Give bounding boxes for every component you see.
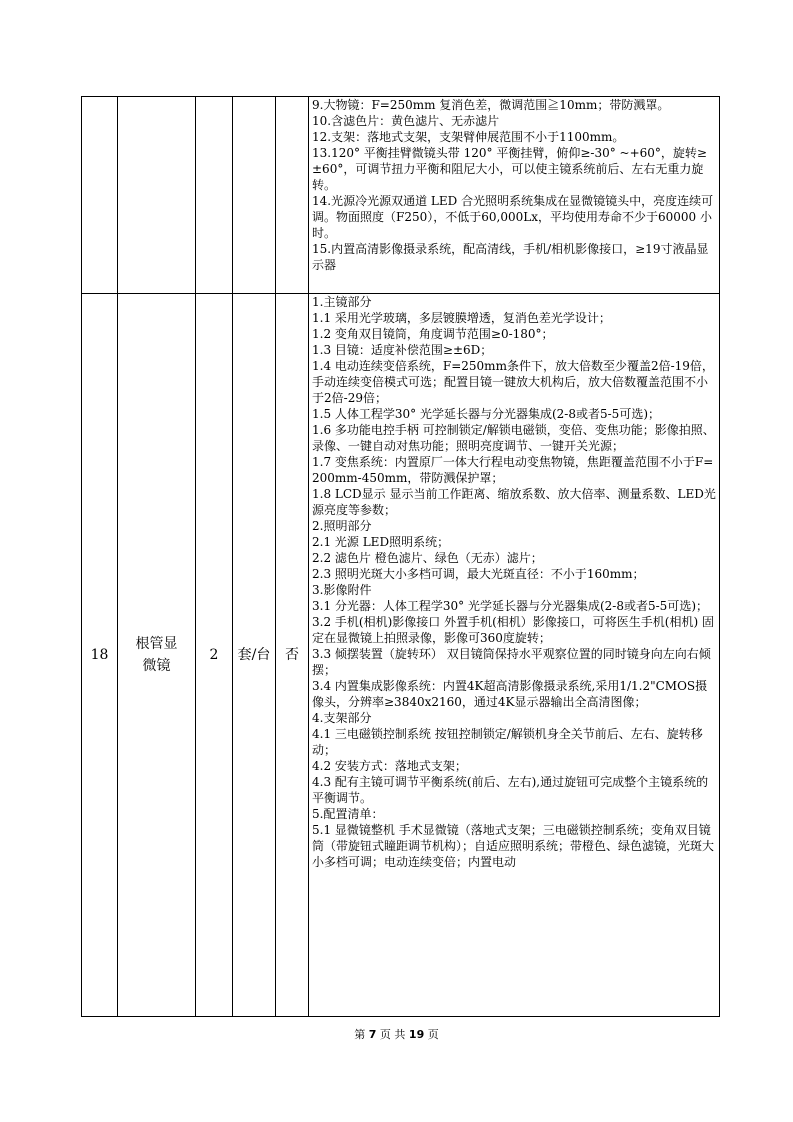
item-number-cell [82, 97, 118, 294]
item-name-cell [118, 97, 196, 294]
spec-cell [309, 294, 720, 1017]
item-name-cell: 根管显微镜 [118, 294, 196, 1017]
imported-cell [276, 97, 309, 294]
current-page-number: 7 [368, 1028, 377, 1041]
spec-line: 4.2 安装方式：落地式支架； [312, 759, 467, 773]
spec-cell [309, 97, 720, 294]
spec-line: 10.含滤色片：黄色滤片、无赤滤片 [312, 114, 500, 128]
spec-line: 1.2 变角双目镜筒，角度调节范围≥0-180°； [312, 327, 554, 341]
unit-cell [233, 97, 276, 294]
spec-line: 1.5 人体工程学30° 光学延长器与分光器集成(2-8或者5-5可选)； [312, 407, 660, 421]
spec-line: 1.主镜部分 [312, 295, 372, 309]
spec-line: 4.3 配有主镜可调节平衡系统(前后、左右),通过旋钮可完成整个主镜系统的平衡调节。 [312, 775, 709, 805]
spec-line: 2.1 光源 LED照明系统； [312, 535, 450, 549]
spec-line: 1.4 电动连续变倍系统，F=250mm条件下，放大倍数至少覆盖2倍-19倍，手动连续变倍模式可选；配置目镜一键放大机构后，放大倍数覆盖范围不小于2倍-29倍； [312, 359, 714, 405]
spec-line: 3.4 内置集成影像系统：内置4K超高清影像摄录系统,采用1/1.2"CMOS摄像头，分辨率≥3840x2160，通过4K显示器输出全高清图像； [312, 679, 708, 709]
imported-cell: 否 [276, 294, 309, 1017]
spec-line: 1.8 LCD显示 显示当前工作距离、缩放系数、放大倍率、测量系数、LED光源亮度等参数； [312, 487, 716, 517]
spec-line: 12.支架：落地式支架，支架臂伸展范围不小于1100mm。 [312, 130, 625, 144]
spec-line: 1.7 变焦系统：内置原厂一体大行程电动变焦物镜，焦距覆盖范围不小于F=200mm-450mm，带防溅保护罩； [312, 455, 714, 485]
spec-line: 2.2 滤色片 橙色滤片、绿色（无赤）滤片； [312, 551, 543, 565]
spec-line: 2.3 照明光斑大小多档可调，最大光斑直径：不小于160mm； [312, 567, 645, 581]
spec-table [81, 96, 720, 1017]
spec-line: 9.大物镜：F=250mm 复消色差，微调范围≧10mm；带防溅罩。 [312, 98, 670, 112]
spec-line: 3.2 手机(相机)影像接口 外置手机(相机）影像接口，可将医生手机(相机) 固定在显微镜上拍照录像，影像可360度旋转； [312, 615, 714, 645]
spec-line: 14.光源冷光源双通道 LED 合光照明系统集成在显微镜镜头中，亮度连续可调。物面照度（F250），不低于60,000Lx，平均使用寿命不少于60000 小时。 [312, 194, 714, 240]
spec-line: 4.1 三电磁锁控制系统 按钮控制锁定/解锁机身全关节前后、左右、旋转移动； [312, 727, 703, 757]
spec-line: 3.3 倾摆装置（旋转环） 双目镜筒保持水平观察位置的同时镜身向左向右倾摆； [312, 647, 711, 677]
spec-line: 5.配置清单： [312, 807, 384, 821]
spec-line: 4.支架部分 [312, 711, 372, 725]
table-row [82, 294, 720, 1017]
spec-line: 1.1 采用光学玻璃，多层镀膜增透，复消色差光学设计； [312, 311, 611, 325]
spec-line: 3.影像附件 [312, 583, 372, 597]
unit-cell: 套/台 [233, 294, 276, 1017]
item-number-cell: 18 [82, 294, 118, 1017]
spec-line: 13.120° 平衡挂臂微镜头带 120° 平衡挂臂，俯仰≥-30° ~+60°，旋转≥±60°，可调节扭力平衡和阻尼大小，可以使主镜系统前后、左右无重力旋转。 [312, 146, 707, 192]
footer-suffix: 页 [427, 1028, 439, 1041]
footer-middle: 页 共 [379, 1028, 406, 1041]
footer-prefix: 第 [354, 1028, 366, 1041]
page-footer [0, 1028, 793, 1042]
total-page-number: 19 [408, 1028, 425, 1041]
quantity-cell [196, 97, 233, 294]
spec-line: 1.6 多功能电控手柄 可控制锁定/解锁电磁锁，变倍、变焦功能；影像拍照、录像、一键自动对焦功能；照明亮度调节、一键开关光源； [312, 423, 715, 453]
table-row [82, 97, 720, 294]
spec-line: 3.1 分光器：人体工程学30° 光学延长器与分光器集成(2-8或者5-5可选)； [312, 599, 708, 613]
spec-line: 15.内置高清影像摄录系统，配高清线，手机/相机影像接口，≥19寸液晶显示器 [312, 242, 709, 272]
spec-line: 5.1 显微镜整机 手术显微镜（落地式支架；三电磁锁控制系统；变角双目镜筒（带旋钮式瞳距调节机构）；自适应照明系统；带橙色、绿色滤镜，光斑大小多档可调；电动连续变倍；内置电动 [312, 823, 715, 869]
spec-line: 1.3 目镜：适度补偿范围≥±6D； [312, 343, 493, 357]
spec-line: 2.照明部分 [312, 519, 372, 533]
quantity-cell: 2 [196, 294, 233, 1017]
